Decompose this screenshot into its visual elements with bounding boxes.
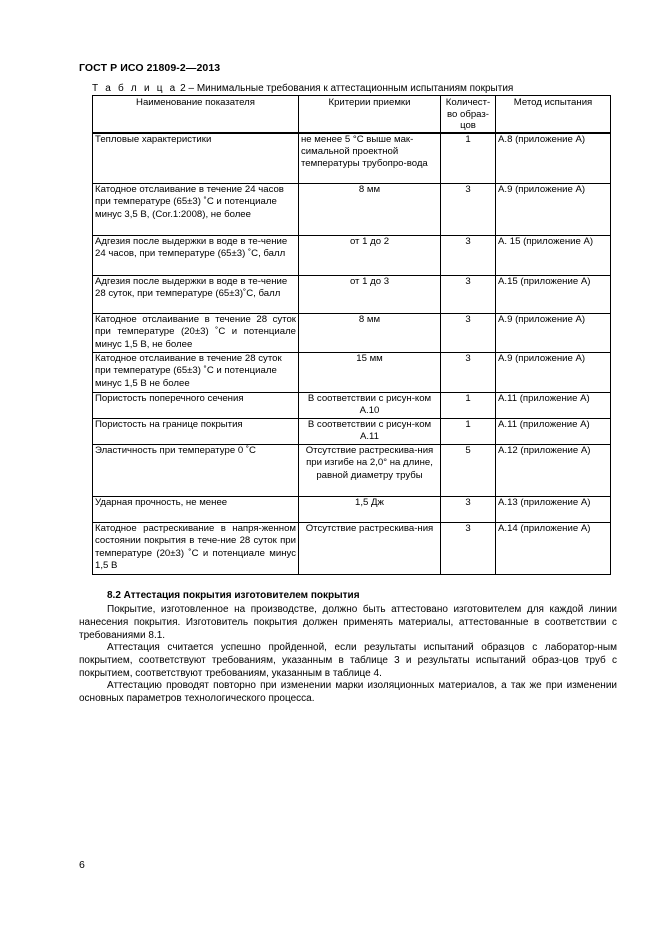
row-criteria: 8 мм: [299, 184, 441, 236]
row-criteria: 1,5 Дж: [299, 497, 441, 523]
row-method: А.9 (приложение А): [496, 184, 611, 236]
table-row: [93, 353, 611, 393]
row-method: А.14 (приложение А): [496, 523, 611, 575]
row-name: Пористость поперечного сечения: [93, 393, 299, 419]
table-row: [93, 314, 611, 353]
table-row: [93, 497, 611, 523]
row-qty: 3: [441, 276, 496, 314]
table-caption-prefix: Т а б л и ц а: [92, 83, 178, 94]
row-method: А.15 (приложение А): [496, 276, 611, 314]
row-name: Катодное отслаивание в течение 28 суток при температуре (20±3) ˚С и потенциале минус 1,5 В, не более: [93, 314, 299, 353]
table-header-row: [93, 96, 611, 133]
row-method: А.9 (приложение А): [496, 314, 611, 353]
table-row: [93, 419, 611, 445]
row-name: Адгезия после выдержки в воде в те-чение 24 часов, при температуре (65±3) ˚С, балл: [93, 236, 299, 276]
row-name: Пористость на границе покрытия: [93, 419, 299, 445]
row-criteria: Отсутствие растрескива-ния при изгибе на 2,0° на длине, равной диаметру трубы: [299, 445, 441, 497]
row-name: Эластичность при температуре 0 ˚С: [93, 445, 299, 497]
table-caption: [92, 83, 513, 94]
row-criteria: В соответствии с рисун-ком А.11: [299, 419, 441, 445]
requirements-table: [92, 95, 611, 575]
row-qty: 3: [441, 236, 496, 276]
document-title: ГОСТ Р ИСО 21809-2—2013: [79, 62, 221, 74]
paragraph-2: Аттестация считается успешно пройденной, если результаты испытаний образцов с лаборатор-ным покрытием, соответствуют требованиям, указанным в таблице 3 и результаты испытаний образ-цов труб с покрытием, соответствуют требованиям, указанным в таблице 4.: [79, 642, 617, 680]
row-method: А.12 (приложение А): [496, 445, 611, 497]
header-test-method: Метод испытания: [496, 96, 611, 133]
row-qty: 3: [441, 184, 496, 236]
header-indicator-name: Наименование показателя: [93, 96, 299, 133]
row-criteria: В соответствии с рисун-ком А.10: [299, 393, 441, 419]
row-criteria: Отсутствие растрескива-ния: [299, 523, 441, 575]
row-method: А.11 (приложение А): [496, 393, 611, 419]
table-caption-text: 2 – Минимальные требования к аттестационным испытаниям покрытия: [180, 83, 514, 94]
row-qty: 1: [441, 393, 496, 419]
row-method: А.9 (приложение А): [496, 353, 611, 393]
table-row: [93, 393, 611, 419]
row-qty: 1: [441, 133, 496, 184]
row-criteria: не менее 5 °С выше мак-симальной проектной температуры трубопро-вода: [299, 133, 441, 184]
table-row: [93, 276, 611, 314]
table-row: [93, 236, 611, 276]
row-qty: 3: [441, 523, 496, 575]
row-criteria: 8 мм: [299, 314, 441, 353]
table-row: [93, 445, 611, 497]
row-method: А.13 (приложение А): [496, 497, 611, 523]
row-method: А.8 (приложение А): [496, 133, 611, 184]
row-qty: 3: [441, 353, 496, 393]
table-row: [93, 184, 611, 236]
row-criteria: от 1 до 2: [299, 236, 441, 276]
row-criteria: 15 мм: [299, 353, 441, 393]
header-sample-count: Количест-во образ-цов: [441, 96, 496, 133]
paragraph-3: Аттестацию проводят повторно при изменении марки изоляционных материалов, а так же при изменении основных параметров технологического процесса.: [79, 680, 617, 705]
row-qty: 3: [441, 497, 496, 523]
section-heading: 8.2 Аттестация покрытия изготовителем покрытия: [107, 590, 360, 601]
row-name: Тепловые характеристики: [93, 133, 299, 184]
row-method: А. 15 (приложение А): [496, 236, 611, 276]
row-name: Катодное отслаивание в течение 24 часов при температуре (65±3) ˚С и потенциале минус 3,5 В, (Cor.1:2008), не более: [93, 184, 299, 236]
row-name: Ударная прочность, не менее: [93, 497, 299, 523]
row-name: Адгезия после выдержки в воде в те-чение 28 суток, при температуре (65±3)˚С, балл: [93, 276, 299, 314]
page-number: 6: [79, 859, 85, 871]
row-qty: 3: [441, 314, 496, 353]
header-acceptance-criteria: Критерии приемки: [299, 96, 441, 133]
table-row: [93, 523, 611, 575]
table-row: [93, 133, 611, 184]
row-criteria: от 1 до 3: [299, 276, 441, 314]
paragraph-1: Покрытие, изготовленное на производстве, должно быть аттестовано изготовителем для каждой линии нанесения покрытия. Изготовитель покрытия должен применять материалы, аттестованные в соответствии с требованиями 8.1.: [79, 604, 617, 642]
row-qty: 5: [441, 445, 496, 497]
row-name: Катодное отслаивание в течение 28 суток при температуре (65±3) ˚С и потенциале минус 1,5 В не более: [93, 353, 299, 393]
row-qty: 1: [441, 419, 496, 445]
row-name: Катодное растрескивание в напря-женном состоянии покрытия в тече-ние 28 суток при температуре (20±3) ˚С и потенциале минус 1,5 В: [93, 523, 299, 575]
row-method: А.11 (приложение А): [496, 419, 611, 445]
